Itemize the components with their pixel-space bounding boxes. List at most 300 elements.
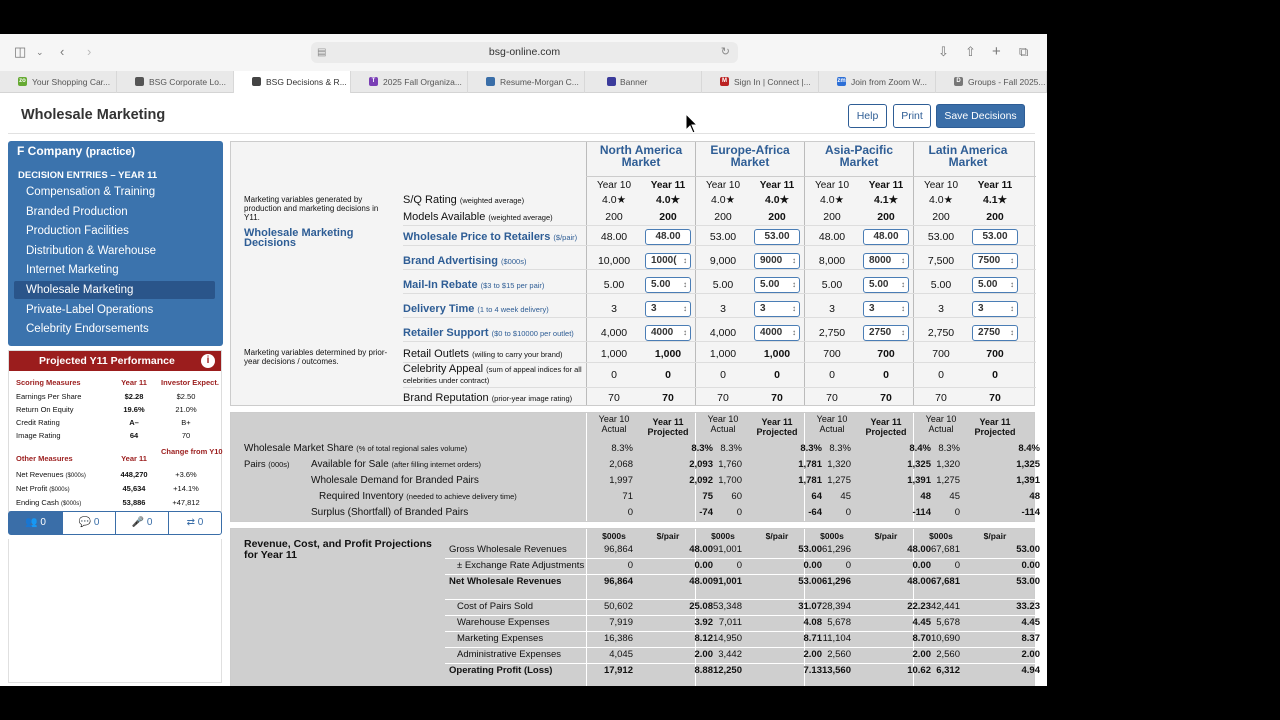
tab-label: Your Shopping Car... — [32, 77, 111, 87]
models-label-text: Models Available — [403, 211, 486, 223]
info-icon[interactable]: i — [201, 354, 215, 368]
support-input-1[interactable]: 4000 ↕ — [645, 325, 691, 341]
market-header-4: Latin America Market — [928, 143, 1008, 169]
delivery-label — [403, 303, 549, 315]
sidebar-toggle-icon[interactable]: ◫ — [14, 44, 27, 59]
retweet-count: 0 — [197, 517, 204, 528]
projection-value: 48.00 — [907, 576, 931, 587]
avail-value: 1,325 — [907, 459, 931, 470]
outlets-label-sub: (willing to carry your brand) — [472, 350, 563, 359]
celeb-value: 0 — [665, 369, 671, 381]
avail-label-text: Available for Sale — [311, 459, 389, 470]
company-name — [17, 144, 135, 158]
inv-value: 75 — [702, 491, 713, 502]
delivery-value: 3 — [720, 303, 726, 315]
delivery-value: 3 — [829, 303, 835, 315]
row-divider — [403, 362, 1036, 363]
celeb-label-text: Celebrity Appeal — [403, 363, 484, 375]
users-count-button[interactable]: 👥 0 — [9, 512, 62, 534]
demand-value: 1,781 — [798, 475, 822, 486]
header-divider — [586, 176, 1036, 177]
sq-value: 4.0★ — [764, 194, 789, 206]
scoring-measures-header-col0: Scoring Measures — [16, 378, 81, 387]
outlets-value: 700 — [877, 348, 895, 360]
sq-label-text: S/Q Rating — [403, 194, 457, 206]
adv-input-1[interactable]: 1000( ↕ — [645, 253, 691, 269]
surplus-value: -64 — [808, 507, 822, 518]
projection-value: 0 — [736, 560, 742, 571]
projection-value: 0 — [954, 560, 960, 571]
tab-label: Banner — [620, 77, 648, 87]
other-measure-row — [16, 468, 216, 481]
sq-value: 4.1★ — [982, 194, 1007, 206]
inv-label-sub: (needed to achieve delivery time) — [406, 492, 517, 501]
share-label — [244, 443, 467, 454]
projection-value: 48.00 — [689, 576, 713, 587]
price-input-2[interactable]: 53.00 — [754, 229, 800, 245]
avail-value: 1,760 — [718, 459, 742, 470]
price-value: 48.00 — [600, 231, 628, 243]
inv-value: 48 — [1029, 491, 1040, 502]
per-pair-header: $/pair — [874, 531, 898, 541]
projection-value: 33.23 — [1016, 601, 1040, 612]
projection-value: 96,864 — [603, 544, 633, 555]
pairs-label-text: Pairs — [244, 459, 266, 470]
print-button[interactable]: Print — [893, 104, 931, 128]
projection-value: 31.07 — [798, 601, 822, 612]
demand-value: 1,997 — [609, 475, 633, 486]
download-icon[interactable]: ⇩ — [938, 44, 949, 59]
adv-input-2[interactable]: 9000 ↕ — [754, 253, 800, 269]
sidebar-item-internet-marketing[interactable]: Internet Marketing — [26, 264, 119, 277]
adv-value: 8,000 — [818, 255, 846, 267]
projection-value: 28,394 — [821, 601, 851, 612]
outlets-value: 700 — [823, 348, 841, 360]
projection-value: 8.88 — [694, 665, 713, 676]
browser-tab-7[interactable] — [702, 71, 819, 93]
avail-value: 1,325 — [1016, 459, 1040, 470]
avail-value: 1,320 — [827, 459, 851, 470]
projection-value: 25.08 — [689, 601, 713, 612]
share-label-text: Wholesale Market Share — [244, 443, 354, 454]
chevron-down-icon[interactable]: ⌄ — [36, 47, 44, 57]
browser-tab-1[interactable] — [0, 71, 117, 93]
projection-value: 3.92 — [694, 617, 713, 628]
projection-value: 14,950 — [712, 633, 742, 644]
avail-value: 2,093 — [689, 459, 713, 470]
projection-value: 61,296 — [821, 576, 851, 587]
sq-label — [403, 194, 524, 206]
rep-value: 70 — [935, 392, 947, 404]
support-input-4[interactable]: 2750 ↕ — [972, 325, 1018, 341]
favicon-icon — [252, 77, 261, 86]
sidebar-item-wholesale-marketing[interactable]: Wholesale Marketing — [14, 281, 215, 299]
price-input-1[interactable]: 48.00 — [645, 229, 691, 245]
celeb-value: 0 — [720, 369, 726, 381]
browser-tab-6[interactable] — [585, 71, 702, 93]
rebate-input-2[interactable]: 5.00 ↕ — [754, 277, 800, 293]
page-icon: ▤ — [317, 47, 327, 58]
sq-value: 4.0★ — [928, 194, 953, 206]
browser-tab-5[interactable] — [468, 71, 585, 93]
sidebar-item-private-label-operations[interactable]: Private-Label Operations — [26, 303, 154, 316]
row-divider — [445, 574, 1036, 575]
rep-value: 70 — [826, 392, 838, 404]
projection-value: 0.00 — [1021, 560, 1040, 571]
projection-value: 22.23 — [907, 601, 931, 612]
thousands-header: $000s — [929, 531, 953, 541]
projection-value: 5,678 — [827, 617, 851, 628]
sq-label-sub: (weighted average) — [459, 196, 525, 205]
projection-row-label: Net Wholesale Revenues — [449, 576, 562, 587]
outlets-value: 700 — [986, 348, 1004, 360]
year10-header: Year 10 — [814, 180, 850, 191]
projection-value: 2,560 — [936, 649, 960, 660]
avail-value: 1,781 — [798, 459, 822, 470]
delivery-input-2[interactable]: 3 ↕ — [754, 301, 800, 317]
price-label-text: Wholesale Price to Retailers — [403, 231, 551, 243]
sidebar-item-branded-production[interactable]: Branded Production — [26, 205, 128, 218]
share-icon[interactable]: ⇧ — [965, 44, 976, 59]
models-value: 200 — [768, 211, 786, 223]
support-input-3[interactable]: 2750 ↕ — [863, 325, 909, 341]
models-value: 200 — [877, 211, 895, 223]
reload-icon[interactable]: ↻ — [720, 46, 730, 58]
favicon-icon: zm — [837, 78, 846, 84]
measure-name: Net Profit — [16, 484, 48, 493]
browser-window — [0, 34, 1047, 686]
browser-tab-4[interactable] — [351, 71, 468, 93]
delivery-input-3[interactable]: 3 ↕ — [863, 301, 909, 317]
favicon-icon: D — [954, 77, 963, 86]
favicon-icon: M — [722, 78, 727, 84]
inv-label — [319, 491, 517, 502]
projection-value: 17,912 — [603, 665, 633, 676]
per-pair-header: $/pair — [656, 531, 680, 541]
status-bar — [8, 511, 222, 535]
projection-value: 42,441 — [930, 601, 960, 612]
projection-value: 2.00 — [1021, 649, 1040, 660]
measure-change: +3.6% — [175, 470, 197, 479]
surplus-value: 0 — [845, 507, 851, 518]
demand-value: 1,275 — [936, 475, 960, 486]
celeb-label — [403, 364, 588, 386]
outlets-label — [403, 348, 563, 360]
market-header-1: North America Market — [599, 143, 683, 169]
measure-unit: ($000s) — [65, 473, 86, 479]
share-value: 8.3% — [611, 443, 633, 454]
projection-value: 4.08 — [803, 617, 822, 628]
projected-header: Year 11 Projected — [756, 417, 798, 437]
delivery-input-4[interactable]: 3 ↕ — [972, 301, 1018, 317]
sidebar-item-celebrity-endorsements[interactable]: Celebrity Endorsements — [26, 323, 149, 336]
scoring-row-col1: 64 — [129, 431, 139, 440]
avail-label-sub: (after filling internet orders) — [391, 460, 482, 469]
projection-value: 8.70 — [912, 633, 931, 644]
scoring-row — [16, 390, 216, 403]
celeb-label-sub: (sum of appeal indices for all celebrities under contract) — [403, 365, 582, 385]
chat-count-button[interactable]: 💬 0 — [62, 512, 115, 534]
browser-tab-3[interactable] — [234, 71, 351, 93]
celeb-value: 0 — [883, 369, 889, 381]
favicon-icon — [135, 77, 144, 86]
rep-value: 70 — [771, 392, 783, 404]
scoring-row-col0: Earnings Per Share — [16, 392, 82, 401]
projection-value: 91,001 — [712, 544, 742, 555]
projection-value: 67,681 — [930, 544, 960, 555]
projection-value: 0 — [845, 560, 851, 571]
projection-value: 4.94 — [1021, 665, 1040, 676]
delivery-input-1[interactable]: 3 ↕ — [645, 301, 691, 317]
tab-label: Sign In | Connect |... — [734, 77, 811, 87]
scoring-row-col1: A– — [129, 418, 139, 427]
pairs-label — [244, 459, 290, 470]
thousands-header: $000s — [711, 531, 735, 541]
projection-value: 6,312 — [936, 665, 960, 676]
actual-header: Year 10 Actual — [925, 414, 957, 434]
demand-label-text: Wholesale Demand for Branded Pairs — [311, 475, 479, 486]
projection-value: 10.62 — [907, 665, 931, 676]
adv-value: 10,000 — [597, 255, 631, 267]
surplus-value: 0 — [736, 507, 742, 518]
decision-sidebar — [8, 141, 223, 346]
projection-value: 0.00 — [803, 560, 822, 571]
new-tab-icon[interactable]: + — [992, 43, 1001, 60]
sidebar-item-production-facilities[interactable]: Production Facilities — [26, 225, 129, 238]
practice-label: (practice) — [85, 146, 136, 158]
projection-value: 7.13 — [803, 665, 822, 676]
projection-value: 61,296 — [821, 544, 851, 555]
support-value: 2,750 — [818, 327, 846, 339]
models-value: 200 — [986, 211, 1004, 223]
scoring-row — [16, 403, 216, 416]
browser-tab-2[interactable] — [117, 71, 234, 93]
projected-header: Year 11 Projected — [974, 417, 1016, 437]
wholesale-marketing-decisions-title: Wholesale Marketing Decisions — [244, 227, 354, 249]
demand-value: 2,092 — [689, 475, 713, 486]
forward-icon[interactable]: › — [87, 44, 92, 59]
surplus-value: -74 — [699, 507, 713, 518]
year10-header: Year 10 — [596, 180, 632, 191]
support-label — [403, 327, 574, 339]
inv-value: 60 — [731, 491, 742, 502]
mouse-cursor-icon — [685, 113, 699, 135]
scoring-row-col0: Image Rating — [16, 431, 61, 440]
tab-overview-icon[interactable]: ⧉ — [1019, 44, 1029, 59]
celeb-value: 0 — [829, 369, 835, 381]
profit-projections-panel — [230, 528, 1040, 686]
scoring-row-col1: 19.6% — [123, 405, 145, 414]
projection-value: 91,001 — [712, 576, 742, 587]
measure-unit: ($000s) — [60, 501, 82, 507]
surplus-label-text: Surplus (Shortfall) of Branded Pairs — [311, 507, 469, 518]
sq-value: 4.1★ — [873, 194, 898, 206]
surplus-value: -114 — [912, 507, 931, 518]
price-input-4[interactable]: 53.00 — [972, 229, 1018, 245]
price-label-sub: ($/pair) — [553, 233, 578, 242]
outlets-value: 1,000 — [709, 348, 737, 360]
sidebar-item-distribution-warehouse[interactable]: Distribution & Warehouse — [26, 244, 156, 257]
projection-value: 3,442 — [718, 649, 742, 660]
measure-name: Net Revenues — [16, 470, 64, 479]
row-divider — [403, 317, 1036, 318]
projection-value: 0.00 — [912, 560, 931, 571]
measure-year11: 45,634 — [122, 484, 146, 493]
adv-label-text: Brand Advertising — [403, 255, 498, 267]
share-value: 8.3% — [938, 443, 960, 454]
projection-row-label: Operating Profit (Loss) — [449, 665, 553, 676]
measure-label — [16, 496, 81, 511]
sidebar-item-compensation-training[interactable]: Compensation & Training — [26, 186, 156, 198]
avail-label — [311, 459, 481, 470]
tab-label: Groups - Fall 2025... — [968, 77, 1046, 87]
support-value: 4,000 — [709, 327, 737, 339]
other-measures-header-col1: Year 11 — [121, 454, 147, 463]
projection-value: 0 — [627, 560, 633, 571]
support-value: 4,000 — [600, 327, 628, 339]
row-divider — [403, 269, 1036, 270]
performance-title-text: Projected Y11 Performance — [39, 355, 175, 367]
actual-header: Year 10 Actual — [816, 414, 848, 434]
projected-performance-panel — [8, 350, 222, 512]
adv-value: 9,000 — [709, 255, 737, 267]
avail-value: 2,068 — [609, 459, 633, 470]
projection-value: 2,560 — [827, 649, 851, 660]
demand-value: 1,391 — [1016, 475, 1040, 486]
tab-label: Resume-Morgan C... — [500, 77, 579, 87]
support-label-text: Retailer Support — [403, 327, 489, 339]
tab-label: BSG Decisions & R... — [266, 77, 347, 87]
page — [0, 94, 1047, 686]
row-divider — [403, 225, 1036, 226]
scoring-measures-header — [16, 376, 219, 389]
price-input-3[interactable]: 48.00 — [863, 229, 909, 245]
projection-value: 67,681 — [930, 576, 960, 587]
users-count: 0 — [40, 517, 46, 528]
surplus-value: 0 — [954, 507, 960, 518]
measure-name: Ending Cash — [16, 498, 59, 507]
celeb-value: 0 — [611, 369, 617, 381]
sidebar-blank-area — [8, 539, 222, 683]
rebate-label-text: Mail-In Rebate — [403, 279, 478, 291]
browser-tab-8[interactable] — [819, 71, 936, 93]
rebate-label — [403, 279, 544, 291]
scoring-row-col2: $2.50 — [176, 392, 196, 401]
row-divider — [403, 387, 1036, 388]
page-header — [8, 96, 1035, 134]
projection-value: 53,348 — [712, 601, 742, 612]
rep-value: 70 — [717, 392, 729, 404]
marketing-decisions-panel — [230, 141, 1035, 406]
demand-value: 1,700 — [718, 475, 742, 486]
mic-count-button[interactable]: 🎤 0 — [115, 512, 168, 534]
projections-title: Revenue, Cost, and Profit Projections for Year 11 — [244, 538, 432, 561]
projection-value: 4.45 — [1021, 617, 1040, 628]
help-button[interactable]: Help — [848, 104, 887, 128]
note-prior-year: Marketing variables determined by prior-year decisions / outcomes. — [244, 348, 388, 366]
projection-value: 10,690 — [930, 633, 960, 644]
surplus-label — [311, 507, 468, 518]
share-label-sub: (% of total regional sales volume) — [356, 444, 468, 453]
projection-value: 16,386 — [603, 633, 633, 644]
rebate-input-3[interactable]: 5.00 ↕ — [863, 277, 909, 293]
back-icon[interactable]: ‹ — [60, 44, 65, 59]
projection-row-label: Warehouse Expenses — [457, 617, 550, 628]
section-title: DECISION ENTRIES – YEAR 11 — [18, 170, 158, 181]
row-divider — [445, 631, 1036, 632]
inv-value: 48 — [920, 491, 931, 502]
rebate-input-4[interactable]: 5.00 ↕ — [972, 277, 1018, 293]
projection-value: 96,864 — [603, 576, 633, 587]
adv-input-3[interactable]: 8000 ↕ — [863, 253, 909, 269]
delivery-value: 3 — [938, 303, 944, 315]
share-value: 8.3% — [800, 443, 822, 454]
projection-value: 8.12 — [694, 633, 713, 644]
projection-value: 4,045 — [609, 649, 633, 660]
row-divider — [445, 647, 1036, 648]
address-bar[interactable] — [311, 42, 738, 63]
rep-label-sub: (prior-year image rating) — [491, 394, 573, 403]
projection-value: 50,602 — [603, 601, 633, 612]
row-divider — [445, 615, 1036, 616]
favicon-icon: zo — [19, 78, 26, 84]
year11-header: Year 11 — [650, 180, 686, 191]
surplus-value: -114 — [1021, 507, 1040, 518]
rebate-input-1[interactable]: 5.00 ↕ — [645, 277, 691, 293]
models-value: 200 — [605, 211, 623, 223]
retweet-count-button[interactable]: ⇄ 0 — [168, 512, 221, 534]
other-measure-row — [16, 496, 216, 509]
thousands-header: $000s — [602, 531, 626, 541]
year10-header: Year 10 — [705, 180, 741, 191]
support-value: 2,750 — [927, 327, 955, 339]
share-value: 8.3% — [691, 443, 713, 454]
per-pair-header: $/pair — [765, 531, 789, 541]
thousands-header: $000s — [820, 531, 844, 541]
models-label — [403, 211, 553, 223]
market-header-3: Asia-Pacific Market — [824, 143, 894, 169]
rebate-value: 5.00 — [821, 279, 843, 291]
inv-value: 64 — [811, 491, 822, 502]
adv-value: 7,500 — [927, 255, 955, 267]
projection-row-label: Marketing Expenses — [457, 633, 544, 644]
projection-value: 4.45 — [912, 617, 931, 628]
price-label — [403, 231, 577, 243]
projection-value: 48.00 — [689, 544, 713, 555]
projection-value: 2.00 — [694, 649, 713, 660]
favicon-icon — [486, 77, 495, 86]
row-divider — [445, 663, 1036, 664]
other-measures-header-col2: Change from Y10 — [161, 447, 223, 456]
delivery-value: 3 — [611, 303, 617, 315]
projection-value: 53.00 — [1016, 576, 1040, 587]
projected-header: Year 11 Projected — [865, 417, 907, 437]
adv-input-4[interactable]: 7500 ↕ — [972, 253, 1018, 269]
models-value: 200 — [932, 211, 950, 223]
other-measures-header — [16, 447, 223, 465]
row-divider — [403, 341, 1036, 342]
projection-value: 7,011 — [718, 617, 742, 628]
browser-tab-9[interactable] — [936, 71, 1047, 93]
scoring-row-col2: 70 — [181, 431, 191, 440]
delivery-label-text: Delivery Time — [403, 303, 475, 315]
save-decisions-button[interactable]: Save Decisions — [936, 104, 1025, 128]
scoring-measures-header-col2: Investor Expect. — [161, 378, 219, 387]
outlets-label-text: Retail Outlets — [403, 348, 470, 360]
rep-value: 70 — [989, 392, 1001, 404]
rep-label-text: Brand Reputation — [403, 392, 489, 404]
support-input-2[interactable]: 4000 ↕ — [754, 325, 800, 341]
